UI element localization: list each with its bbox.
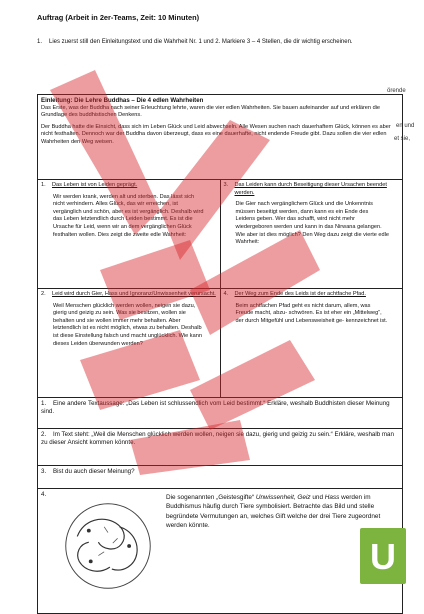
- truth-3-body: Die Gier nach vergänglichem Glück und die Unkenntnis müssen beseitigt werden, dann kann es ein Ende des Leidens geben. Wer das schafft, wird nicht mehr wiedergeboren werden und kann in das Nirwana gelangen. Wie aber ist dies möglich? Den Weg dazu zeigt die vierte edle Wahrheit:: [235, 201, 389, 246]
- truth-1-body: Wir werden krank, werden alt und sterben. Das lässt sich nicht verhindern. Alles Glück, das wir erreichen, ist vergänglich und schön, aber es ist vergänglich. Deshalb wird das Leben letztendlich durch Leiden bestimmt. Es ist die Ursache für Leid, wenn wir an dem vergänglichen Glück festhalten wollen. Dies zeigt die zweite edle Wahrheit:: [53, 193, 204, 238]
- truth-cell-4: [220, 289, 403, 398]
- question-4-box: [38, 489, 403, 614]
- truth-4-body: Beim achtfachen Pfad geht es nicht darum, allem, was Freude macht, abzu- schwören. Es ist eher ein „Mittelweg“, der durch Mitgefühl und Lebensweisheit ge- kennzeichnet ist.: [235, 302, 388, 324]
- question-3-number: 3.: [41, 468, 47, 475]
- truth-4-number: 4.: [223, 291, 229, 297]
- cut-off-text-3: et sie,: [394, 136, 411, 142]
- task-1: [37, 38, 399, 46]
- question-2-number: 2.: [41, 431, 47, 438]
- truth-3-number: 3.: [223, 182, 229, 188]
- task-1-number: 1.: [37, 39, 43, 45]
- truth-cell-3: [220, 180, 403, 289]
- assignment-title: Auftrag (Arbeit in 2er-Teams, Zeit: 10 Minuten): [37, 13, 200, 22]
- truth-2-heading: Leid wird durch Gier, Hass und Ignoranz/Unwissenheit verursacht.: [52, 291, 216, 297]
- question-1-text: Eine andere Textaussage: „Das Leben ist schlussendlich vom Leid bestimmt.“ Erkläre, weshalb Buddhisten dieser Meinung sind.: [41, 400, 390, 415]
- question-1-box: [38, 398, 403, 429]
- question-3-text: Bist du auch dieser Meinung?: [53, 468, 135, 475]
- question-4-number: 4.: [41, 491, 47, 498]
- publisher-logo: U: [360, 528, 406, 584]
- three-animals-drawing: [60, 498, 156, 594]
- intro-paragraph-2: Der Buddha hatte die Einsicht, dass sich im Leben Glück und Leid abwechseln. Alle Wesen suchen nach dauerhaftem Glück, können es aber nicht festhalten. Dennoch war der Buddha davon überzeugt, dass es eine dauerhafte, nicht endende Freude gibt. Dazu sollen die vier edlen Wahrheiten den Weg weisen.: [41, 123, 391, 145]
- truth-3-heading: Das Leiden kann durch Beseitigung dieser Ursachen beendet werden.: [234, 182, 387, 196]
- cut-off-text-2: en und: [396, 123, 415, 129]
- question-1-number: 1.: [41, 400, 47, 407]
- truth-4-heading: Der Weg zum Ende des Leids ist der achtfache Pfad.: [234, 291, 366, 297]
- truth-2-body: Weil Menschen glücklich werden wollen, neigen sie dazu, gierig und geizig zu sein. Was sie besitzen, wollen sie behalten und sie wollen immer mehr behalten. Aber letztendlich ist es nicht möglich, etwas zu behalten. Deshalb ist diese Einstellung falsch und macht unglücklich. Wie kann dieses Leiden überwunden werden?: [53, 302, 202, 347]
- text-table: [37, 94, 403, 614]
- truth-1-heading: Das Leben ist von Leiden geprägt.: [52, 182, 138, 188]
- intro-heading: Einleitung: Die Lehre Buddhas – Die 4 edlen Wahrheiten: [41, 97, 204, 104]
- question-2-text: Im Text steht: „Weil die Menschen glücklich werden wollen, neigen sie dazu, gierig und geizig zu sein.“ Erkläre, weshalb man zu dieser Ansicht kommen könnte.: [41, 431, 394, 446]
- truth-2-number: 2.: [41, 291, 46, 297]
- intro-box: [38, 95, 403, 180]
- truth-1-number: 1.: [41, 182, 46, 188]
- task-1-text: Lies zuerst still den Einleitungstext und die Wahrheit Nr. 1 und 2. Markiere 3 – 4 Stellen, die dir wichtig erscheinen.: [49, 39, 353, 45]
- intro-paragraph-1: Das Erste, was der Buddha nach seiner Erleuchtung lehrte, waren die vier edlen Wahrheiten. Sie bauen aufeinander auf und erklären die Grundlage des buddhistischen Denkens.: [41, 104, 381, 119]
- cut-off-text-1: örende: [387, 88, 406, 94]
- truth-cell-2: [38, 289, 221, 398]
- truth-cell-1: [38, 180, 221, 289]
- question-3-box: [38, 466, 403, 489]
- question-4-text: Die sogenannten „Geistesgifte“ Unwissenheit, Geiz und Hass werden im Buddhismus häufig durch Tiere symbolisiert. Betrachte das Bild und stelle begründete Vermutungen an, welches Gift welche der drei Tiere zugeordnet werden könnte.: [166, 494, 381, 530]
- question-2-box: [38, 429, 403, 466]
